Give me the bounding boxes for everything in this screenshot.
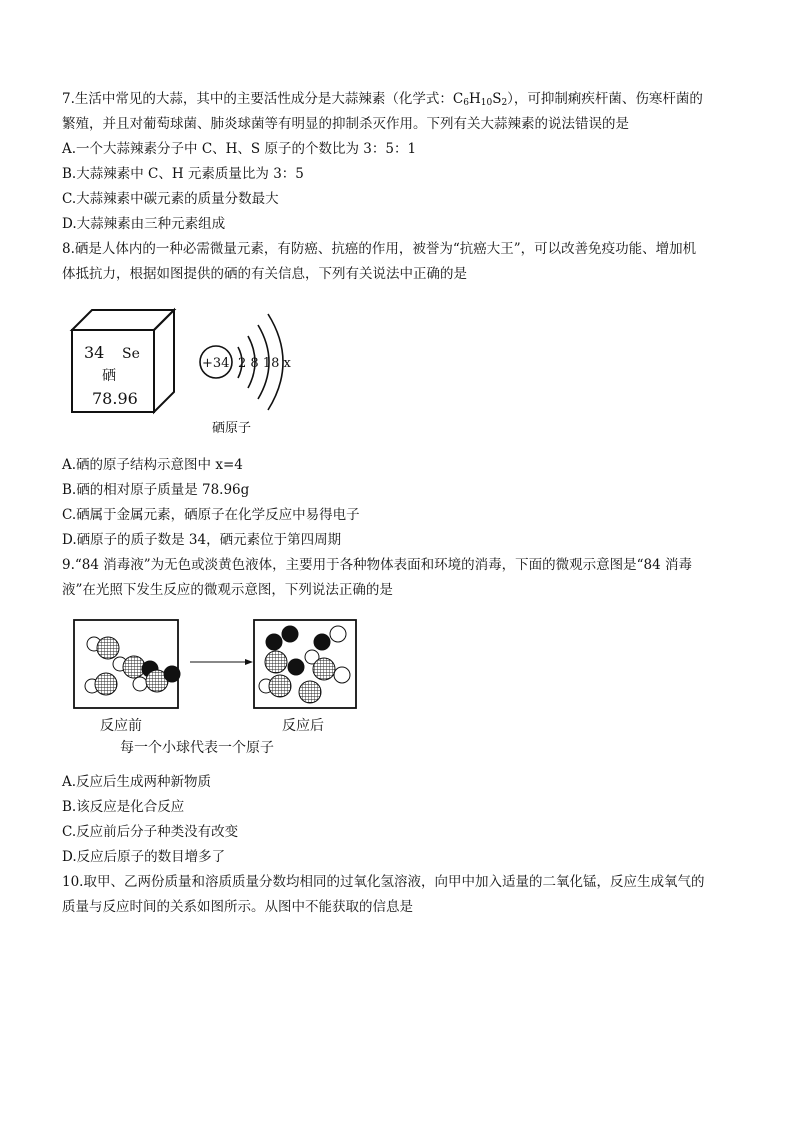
arrow-head xyxy=(245,659,253,665)
q9-option-c: C.反应前后分子种类没有改变 xyxy=(62,824,239,840)
q7-stem-prefix: 7.生活中常见的大蒜，其中的主要活性成分是大蒜辣素（化学式：C xyxy=(62,91,464,107)
selenium-figure xyxy=(62,292,312,442)
formula-subscript-h: 10 xyxy=(480,98,493,108)
q9-option-d: D.反应后原子的数目增多了 xyxy=(62,849,226,865)
q7-option-c: C.大蒜辣素中碳元素的质量分数最大 xyxy=(62,191,279,207)
before-label: 反应前 xyxy=(100,718,142,734)
q7-option-d: D.大蒜辣素由三种元素组成 xyxy=(62,216,226,232)
q8-option-d: D.硒原子的质子数是 34，硒元素位于第四周期 xyxy=(62,532,342,548)
q7-stem-line1 xyxy=(62,89,703,113)
q8-option-b: B.硒的相对原子质量是 78.96g xyxy=(62,482,250,498)
q9-option-a: A.反应后生成两种新物质 xyxy=(62,774,212,790)
element-name: 硒 xyxy=(102,368,116,384)
reaction-figure xyxy=(62,612,382,760)
q9-stem-line1: 9.“84 消毒液”为无色或淡黄色液体，主要用于各种物体表面和环境的消毒，下面的微观示意图是“84 消毒 xyxy=(62,557,693,573)
q9-option-b: B.该反应是化合反应 xyxy=(62,799,185,815)
formula-subscript-s: 2 xyxy=(501,98,508,108)
before-molecules xyxy=(85,637,180,695)
after-molecules xyxy=(259,626,350,703)
after-label: 反应后 xyxy=(282,718,324,734)
q7-option-b: B.大蒜辣素中 C、H 元素质量比为 3：5 xyxy=(62,166,304,182)
formula-h: H xyxy=(468,91,481,107)
nucleus-charge: +34 xyxy=(202,356,230,371)
shell-electrons: 2 8 18 x xyxy=(238,356,291,371)
formula-s: S xyxy=(492,91,502,107)
atom-caption: 硒原子 xyxy=(212,421,252,436)
atom-note: 每一个小球代表一个原子 xyxy=(120,740,274,756)
atomic-number: 34 xyxy=(84,343,105,362)
q8-stem-line2: 体抵抗力，根据如图提供的硒的有关信息，下列有关说法中正确的是 xyxy=(62,266,467,282)
q10-stem-line1: 10.取甲、乙两份质量和溶质质量分数均相同的过氧化氢溶液，向甲中加入适量的二氧化锰，反应生成氧气的 xyxy=(62,874,705,890)
q10-stem-line2: 质量与反应时间的关系如图所示。从图中不能获取的信息是 xyxy=(62,899,413,915)
atomic-mass: 78.96 xyxy=(92,389,138,408)
q9-stem-line2: 液”在光照下发生反应的微观示意图，下列说法正确的是 xyxy=(62,582,393,598)
element-symbol: Se xyxy=(122,346,140,362)
q7-stem-suffix: ），可抑制痢疾杆菌、伤寒杆菌的 xyxy=(507,91,703,107)
q8-option-a: A.硒的原子结构示意图中 x=4 xyxy=(62,457,243,473)
q7-option-a: A.一个大蒜辣素分子中 C、H、S 原子的个数比为 3：5：1 xyxy=(62,141,417,157)
q8-stem-line1: 8.硒是人体内的一种必需微量元素，有防癌、抗癌的作用，被誉为“抗癌大王”，可以改善免疫功能、增加机 xyxy=(62,241,697,257)
formula-subscript-c: 6 xyxy=(463,98,469,108)
q8-option-c: C.硒属于金属元素，硒原子在化学反应中易得电子 xyxy=(62,507,360,523)
q7-stem-line2: 繁殖，并且对葡萄球菌、肺炎球菌等有明显的抑制杀灭作用。下列有关大蒜辣素的说法错误的是 xyxy=(62,116,629,132)
